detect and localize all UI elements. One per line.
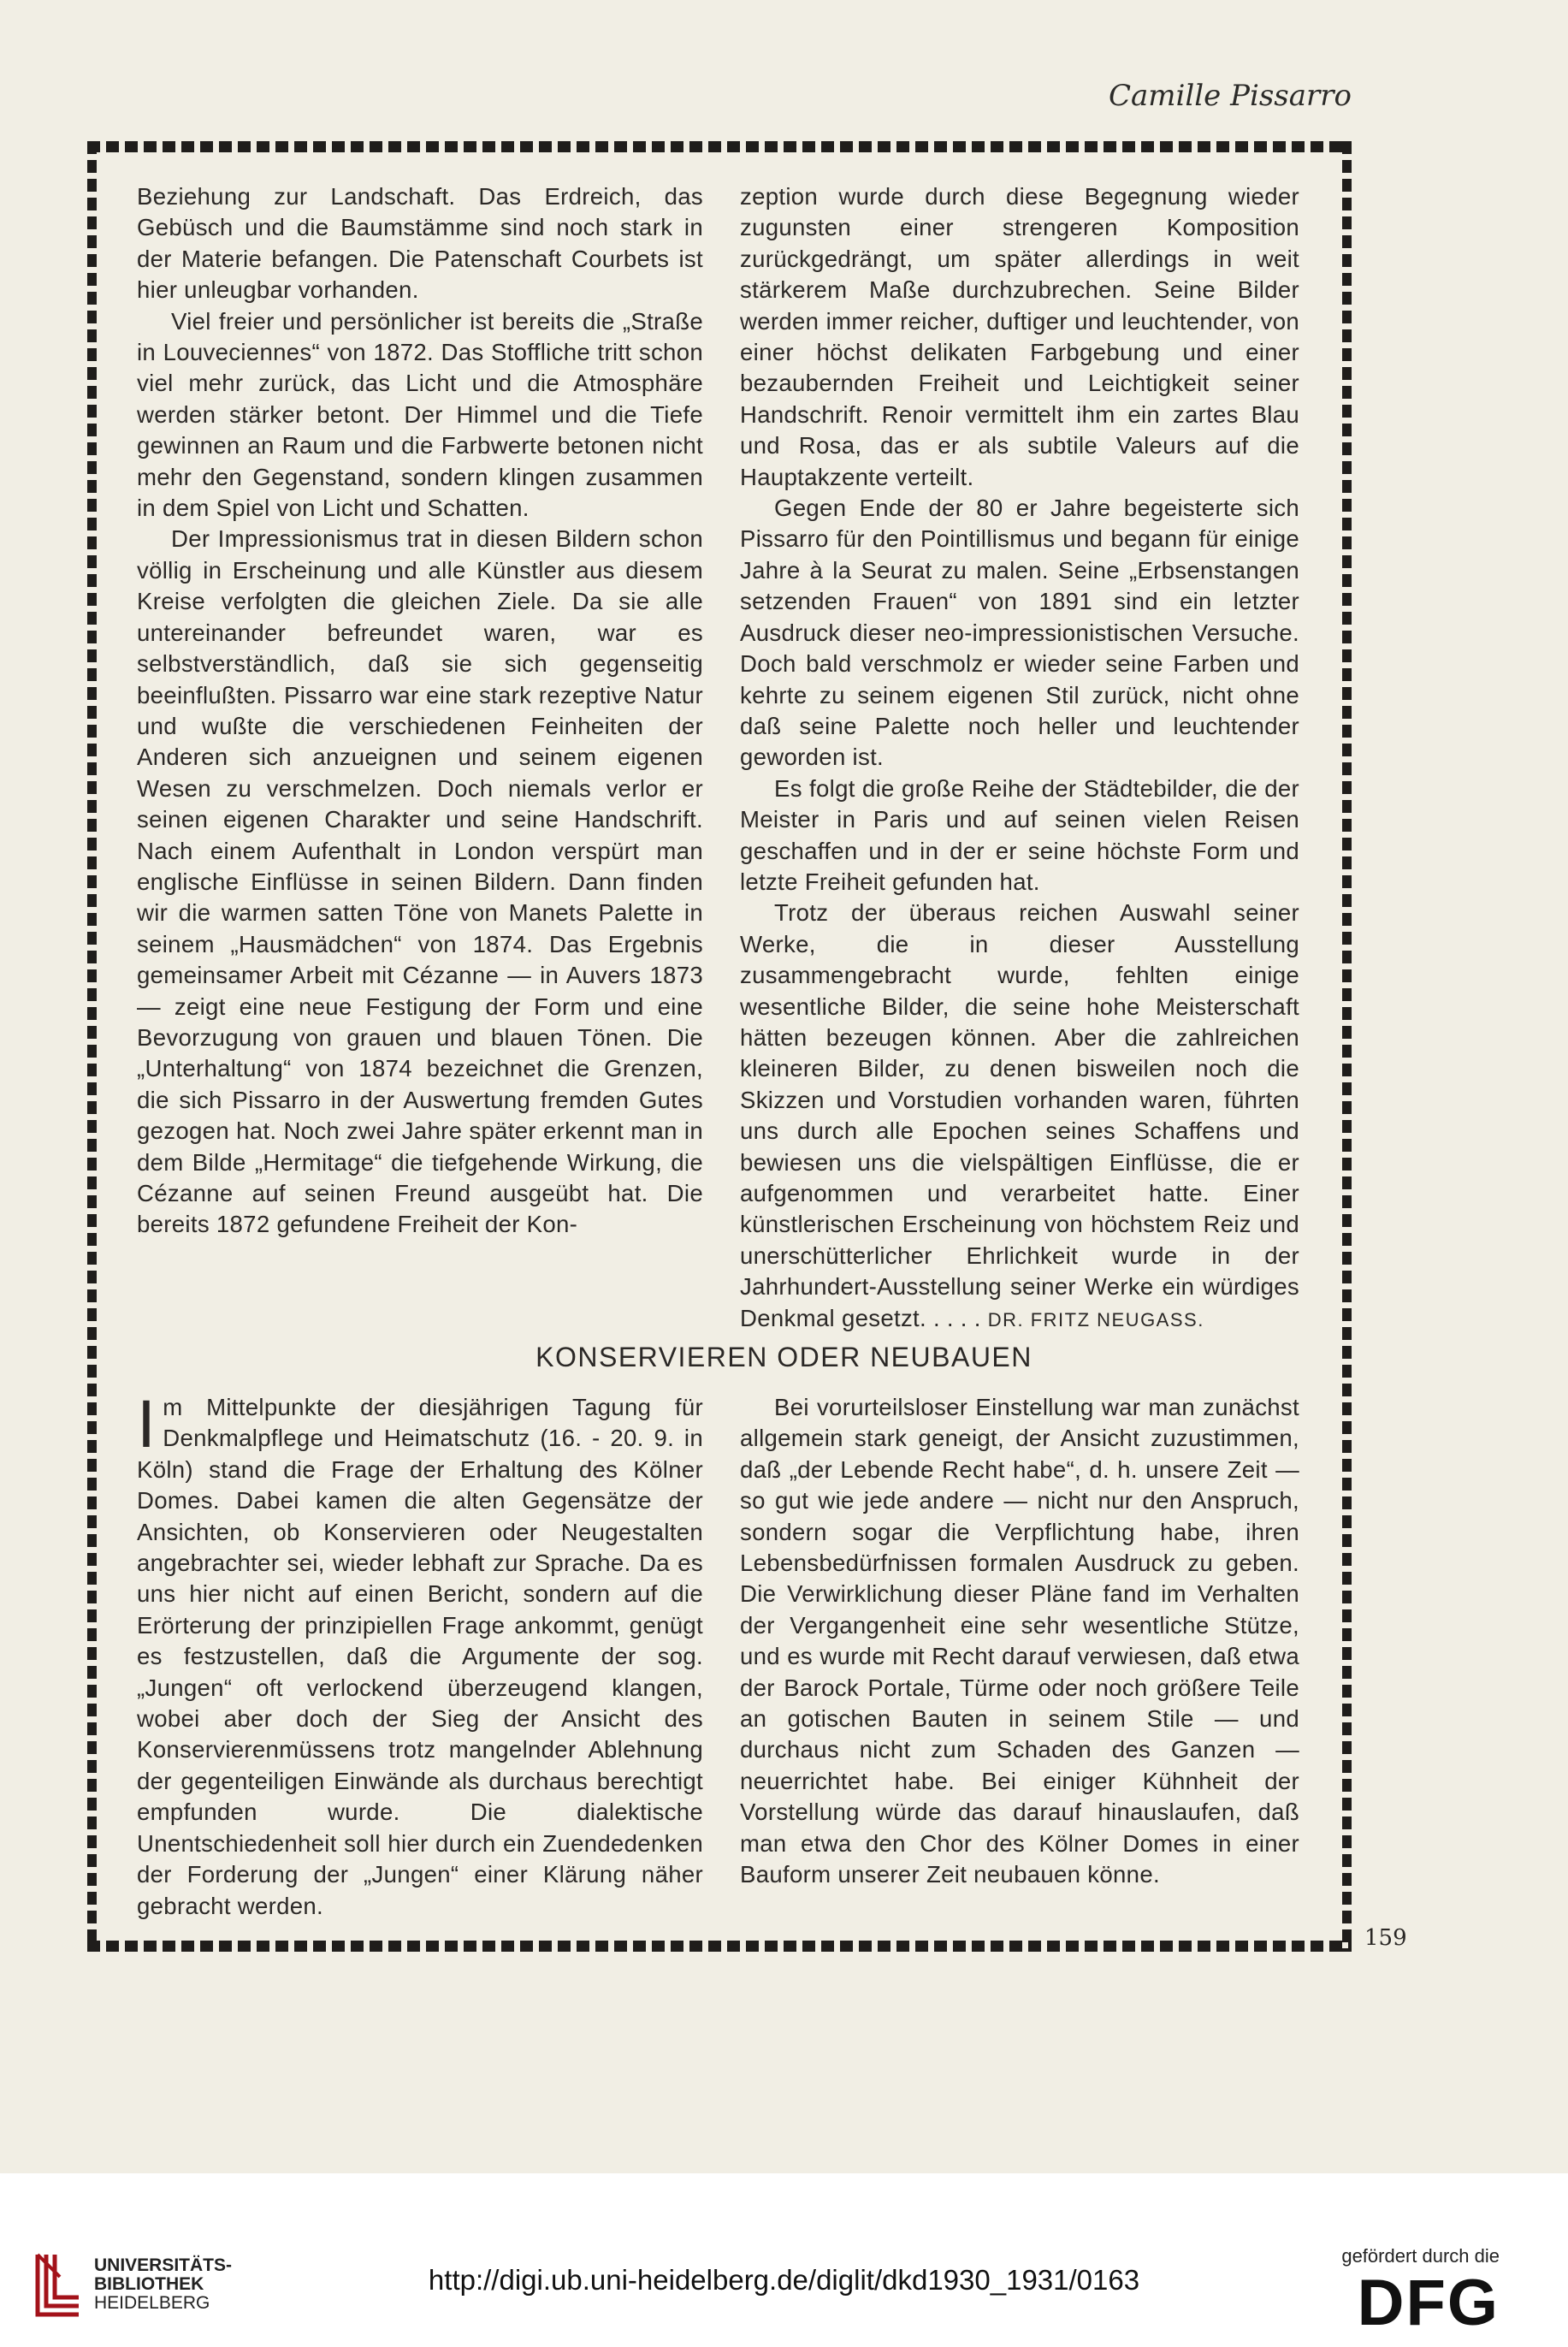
frame-border-right [1342,141,1352,1952]
article2-paragraph [137,1385,703,1922]
drop-cap: I [137,1385,157,1461]
article2-right-column [740,1392,1299,1891]
page-number: 159 [1364,1925,1407,1951]
section-heading: KONSERVIEREN ODER NEUBAUEN [535,1342,1033,1372]
article1-closing-text: Trotz der überaus reichen Auswahl seiner Werke, die in dieser Ausstellung zusammengebracht wurde, fehlten einige wesentliche Bilder, die seine hohe Meisterschaft hätten bezeugen können. Aber die zahlreichen kleineren Bilder, zu denen bisweilen noch die Skizzen und Vorstudien vorhanden waren, führten uns durch alle Epochen seines Schaffens und bewiesen uns die vielspältigen Einflüsse, die er aufgenommen und verarbeitet hatte. Einer künstlerischen Erscheinung von höchstem Reiz und unerschütterlicher Ehrlichkeit wurde in der Jahrhundert-Ausstellung seiner Werke ein würdiges Denkmal gesetzt. . . . . [740,899,1299,1331]
article1-paragraph [740,898,1299,1336]
article1-paragraph: Viel freier und persönlicher ist bereits die „Straße in Louveciennes“ von 1872. Das Stoffliche tritt schon viel mehr zurück, das Licht und die Atmosphäre werden stärker betont. Der Himmel und die Tiefe gewinnen an Raum und die Farbwerte betonen nicht mehr den Gegenstand, sondern klingen zusammen in dem Spiel von Licht und Schatten. [137,307,703,522]
article1-left-column [137,181,703,1241]
article2-left-column [137,1385,703,1922]
article1-paragraph: Der Impressionismus trat in diesen Bildern schon völlig in Erscheinung und alle Künstler aus diesem Kreise verfolgten die gleichen Ziele. Da sie alle untereinander befreundet waren, war es selbstverständlich, daß sie sich gegenseitig beeinflußten. Pissarro war eine stark rezeptive Natur und wußte die verschiedenen Feinheiten der Anderen sich anzueignen und seinem eigenen Wesen zu verschmelzen. Doch niemals verlor er seinen eigenen Charakter und seine Handschrift. Nach einem Aufenthalt in London verspürt man englische Einflüsse in seinen Bildern. Dann finden wir die warmen satten Töne von Manets Palette in seinem „Hausmädchen“ von 1874. Das Ergebnis gemeinsamer Arbeit mit Cézanne — in Auvers 1873 — zeigt eine neue Festigung der Form und eine Bevorzugung von grauen und blauen Tönen. Die „Unterhaltung“ von 1874 bezeichnet die Grenzen, die sich Pissarro in der Auswertung fremden Gutes gezogen hat. Noch zwei Jahre später erkennt man in dem Bilde „Hermitage“ die tiefgehende Wirkung, die Cézanne auf seinen Freund ausgeübt hat. Die bereits 1872 gefundene Freiheit der Kon- [137,525,703,1238]
library-line: HEIDELBERG [94,2293,210,2313]
article1-paragraph: Es folgt die große Reihe der Städtebilder, die der Meister in Paris und auf seinen vielen Reisen geschaffen und in der er seine höchste Form und letzte Freiheit gefunden hat. [740,774,1299,895]
frame-border-top [87,141,1352,152]
library-line: UNIVERSITÄTS- [94,2255,233,2275]
author-signature: DR. FRITZ NEUGASS. [987,1308,1204,1331]
article1-paragraph: zeption wurde durch diese Begegnung wieder zugunsten einer strengeren Komposition zurückgedrängt, um später allerdings in weit stärkerem Maße durchzubrechen. Seine Bilder werden immer reicher, duftiger und leuchtender, von einer höchst delikaten Farbgebung und einer bezaubernden Freiheit und Leichtigkeit seiner Handschrift. Renoir vermittelt ihm ein zartes Blau und Rosa, das er als subtile Valeurs auf die Hauptakzente verteilt. [740,183,1299,490]
running-header: Camille Pissarro [1109,79,1352,113]
article1-paragraph: Beziehung zur Landschaft. Das Erdreich, das Gebüsch und die Baumstämme sind noch stark in der Materie befangen. Die Patenschaft Courbets ist hier unleugbar vorhanden. [137,183,703,304]
article2-left-text: m Mittelpunkte der diesjährigen Tagung für Denkmalpflege und Heimatschutz (16. - 20. 9. in Köln) stand die Frage der Erhaltung des Kölner Domes. Dabei kamen die alten Gegensätze der Ansichten, ob Konservieren oder Neugestalten angebrachter sei, wieder lebhaft zur Sprache. Da es uns hier nicht auf einen Bericht, sondern auf die Erörterung der prinzipiellen Frage ankommt, genügt es festzustellen, daß die Argumente der sog. „Jungen“ oft verlockend überzeugend klangen, wobei aber doch der Sieg der Ansicht des Konservierenmüssens trotz mangelnder Ablehnung der gegenteiligen Einwände als durchaus berechtigt empfunden wurde. Die dialektische Unentschiedenheit soll hier durch ein Zuendedenken der Forderung der „Jungen“ einer Klärung näher gebracht werden. [137,1394,703,1919]
article1-right-column [740,181,1299,1336]
dfg-logo: DFG [1357,2267,1500,2339]
footer-bar [0,2173,1568,2347]
article1-paragraph: Gegen Ende der 80 er Jahre begeisterte sich Pissarro für den Pointillismus und begann für einige Jahre à la Seurat zu malen. Seine „Erbsenstangen setzenden Frauen“ von 1891 sind ein letzter Ausdruck dieser neo-impressionistischen Versuche. Doch bald verschmolz er wieder seine Farben und kehrte zu seinem eigenen Stil zurück, nicht ohne daß seine Palette noch heller und leuchtender geworden ist. [740,495,1299,771]
library-line: BIBLIOTHEK [94,2274,204,2294]
footer-url-link[interactable]: http://digi.ub.uni-heidelberg.de/diglit/dkd1930_1931/0163 [428,2264,1140,2296]
frame-border-left [87,141,97,1952]
funded-by-label: gefördert durch die [1341,2245,1500,2267]
article2-paragraph: Bei vorurteilsloser Einstellung war man zunächst allgemein stark geneigt, der Ansicht zuzustimmen, daß „der Lebende Recht habe“, d. h. unsere Zeit — so gut wie jede andere — nicht nur den Anspruch, sondern sogar die Verpflichtung habe, ihren Lebensbedürfnissen formalen Ausdruck zu geben. Die Verwirklichung dieser Pläne fand im Verhalten der Vergangenheit eine sehr wesentliche Stütze, und es wurde mit Recht darauf verwiesen, daß etwa der Barock Portale, Türme oder noch größere Teile an gotischen Bauten in seinem Stile — und durchaus nicht zum Schaden des Ganzen — neuerrichtet habe. Bei einiger Kühnheit der Vorstellung würde das darauf hinauslaufen, daß man etwa den Chor des Kölner Domes in einer Bauform unserer Zeit neubauen könne. [740,1394,1299,1888]
frame-border-bottom [87,1941,1352,1952]
